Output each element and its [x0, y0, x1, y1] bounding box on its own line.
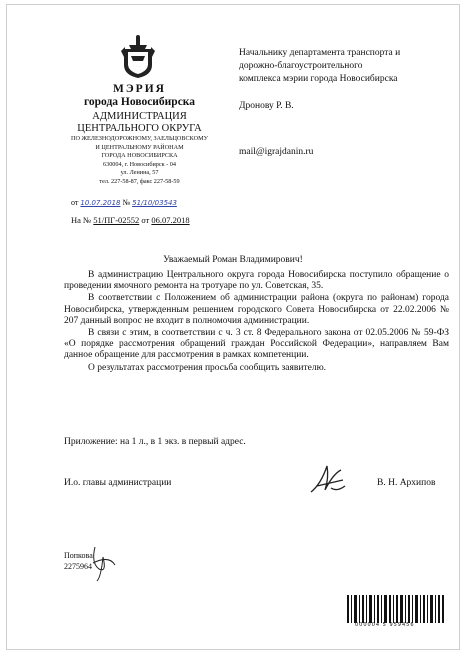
addressee-line-3: комплекса мэрии города Новосибирска: [239, 74, 398, 84]
city-emblem-icon: [119, 35, 157, 79]
mayor-city: города Новосибирска: [83, 96, 196, 108]
paragraph-2: В соответствии с Положением об администрации района (округа по районам) города Новосибирска, утвержденным решением городского Совета Новосибирска от 22.02.2006 № 207 данный вопрос не входит в полномочия администрации.: [64, 293, 449, 326]
handwritten-signature-icon: [307, 460, 347, 500]
executor-phone: 2275964: [64, 562, 92, 571]
addressee-line-1: Начальнику департамента транспорта и: [239, 48, 401, 58]
letter-body: [64, 270, 449, 374]
barcode-icon: [347, 595, 445, 635]
addressee-name: Дронову Р. В.: [239, 101, 294, 111]
barcode-number: 000004 5 959456: [355, 622, 415, 628]
outgoing-reference: [71, 198, 177, 207]
phones: тел. 227-58-87, факс 227-58-59: [99, 177, 180, 185]
district-line-2: И ЦЕНТРАЛЬНОМУ РАЙОНАМ: [95, 143, 184, 151]
on-label: На №: [71, 215, 92, 225]
address-line-1: 630004, г. Новосибирск - 04: [103, 160, 176, 168]
addressee-block: [239, 47, 449, 86]
from-label: от: [71, 198, 79, 207]
district-details: [62, 135, 217, 186]
addressee-email: mail@igrajdanin.ru: [239, 147, 314, 157]
incoming-date: 06.07.2018: [151, 215, 190, 225]
mayor-title: МЭРИЯ: [113, 83, 166, 95]
address-line-2: ул. Ленина, 57: [120, 169, 159, 176]
attachment-note: Приложение: на 1 л., в 1 экз. в первый адрес.: [64, 437, 246, 447]
addressee-line-2: дорожно-благоустроительного: [239, 61, 363, 71]
signer-position: И.о. главы администрации: [64, 478, 172, 488]
district-line-3: ГОРОДА НОВОСИБИРСКА: [101, 152, 178, 159]
admin-line-2: ЦЕНТРАЛЬНОГО ОКРУГА: [77, 123, 202, 134]
paragraph-1: В администрацию Центрального округа города Новосибирска поступило обращение о проведении ямочного ремонта на тротуаре по ул. Советская, 35.: [64, 270, 449, 292]
outgoing-date: 10.07.2018: [80, 199, 121, 207]
on-date-label: от: [141, 215, 150, 225]
district-line-1: ПО ЖЕЛЕЗНОДОРОЖНОМУ, ЗАЕЛЬЦОВСКОМУ: [71, 135, 208, 142]
signer-name: В. Н. Архипов: [377, 478, 436, 488]
incoming-number: 51/ПГ-02552: [93, 215, 140, 225]
incoming-reference: [71, 215, 190, 225]
greeting: Уважаемый Роман Владимирович!: [163, 255, 303, 265]
admin-line-1: АДМИНИСТРАЦИЯ: [92, 111, 187, 122]
letter-page: [6, 4, 460, 650]
executor-mark-icon: [89, 543, 119, 583]
outgoing-number: 51/10/03543: [132, 199, 177, 207]
paragraph-3: В связи с этим, в соответствии с ч. 3 ст. 8 Федерального закона от 02.05.2006 № 59-ФЗ «О порядке рассмотрения обращений граждан Российской Федерации», направляем Вам данное обращение для рассмотрения в рамках компетенции.: [64, 328, 449, 361]
administration-name: [67, 111, 212, 135]
executor-name: Попкова: [64, 551, 93, 560]
paragraph-4: О результатах рассмотрения просьба сообщить заявителю.: [88, 362, 327, 373]
from-num-label: №: [122, 198, 131, 207]
